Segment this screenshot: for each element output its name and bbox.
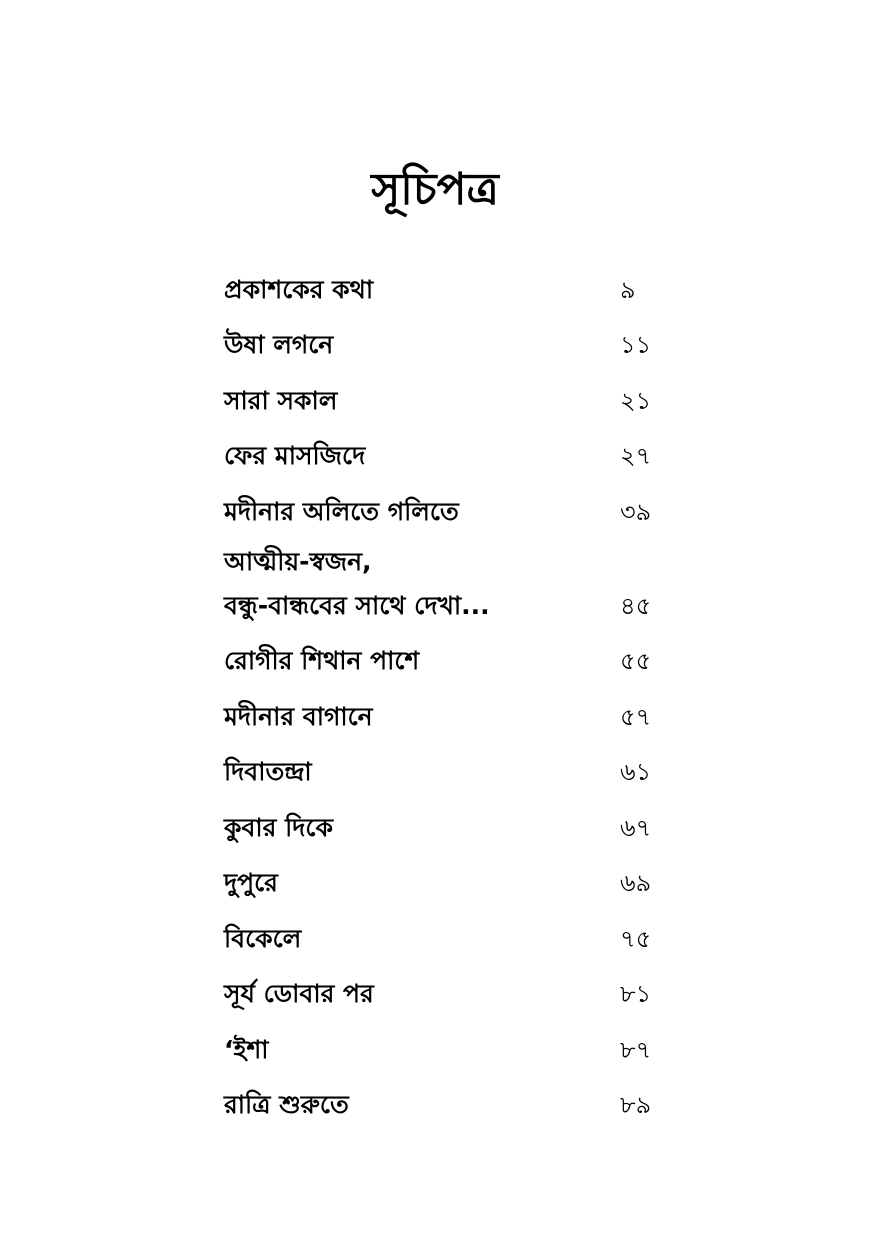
toc-entry-page: ৬৭ xyxy=(620,813,652,842)
toc-entry-page: ৬১ xyxy=(620,758,652,787)
toc-entry xyxy=(224,1078,684,1134)
toc-entry-title: রোগীর শিথান পাশে xyxy=(224,646,420,676)
toc-entry xyxy=(224,689,684,745)
toc-entry xyxy=(224,634,684,690)
toc-entry xyxy=(224,262,684,318)
toc-entry-page: ২১ xyxy=(620,386,652,415)
toc-entry-title: দিবাতন্দ্রা xyxy=(224,757,312,787)
toc-entry-title: কুবার দিকে xyxy=(224,812,333,842)
toc-entry xyxy=(224,1022,684,1078)
toc-entry xyxy=(224,856,684,912)
toc-entry-title: সূর্য ডোবার পর xyxy=(224,979,374,1009)
toc-entry-title: প্রকাশকের কথা xyxy=(224,274,374,304)
toc-entry-title: ‘ইশা xyxy=(224,1034,269,1064)
toc-entry-title: দুপুরে xyxy=(224,868,278,898)
table-of-contents xyxy=(224,262,684,1133)
toc-entry-title: মদীনার বাগানে xyxy=(224,701,373,731)
toc-entry-page: ৮১ xyxy=(620,980,652,1009)
toc-entry xyxy=(224,540,684,634)
toc-entry xyxy=(224,911,684,967)
toc-entry xyxy=(224,429,684,485)
toc-entry xyxy=(224,967,684,1023)
toc-entry-page: ৫৫ xyxy=(620,647,652,676)
toc-entry-title: বিকেলে xyxy=(224,923,302,953)
toc-entry-title: আত্মীয়-স্বজন, বন্ধু-বান্ধবের সাথে দেখা... xyxy=(224,546,490,620)
toc-entry-page: ৭৫ xyxy=(620,924,652,953)
toc-entry-page: ৩৯ xyxy=(620,497,652,526)
toc-entry-page: ৫৭ xyxy=(620,702,652,731)
page-title: সূচিপত্র xyxy=(371,164,499,215)
toc-entry xyxy=(224,373,684,429)
toc-entry-page: ২৭ xyxy=(620,442,652,471)
toc-entry-title: সারা সকাল xyxy=(224,385,338,415)
toc-entry-page: ৮৭ xyxy=(620,1035,652,1064)
toc-entry-title: উষা লগনে xyxy=(224,330,334,360)
toc-entry-title: ফের মাসজিদে xyxy=(224,441,366,471)
toc-entry-page: ৬৯ xyxy=(620,869,652,898)
toc-entry-page: ৪৫ xyxy=(620,591,652,620)
toc-entry xyxy=(224,800,684,856)
toc-entry-page: ৯ xyxy=(620,275,636,304)
toc-entry-page: ১১ xyxy=(620,331,652,360)
toc-entry xyxy=(224,484,684,540)
toc-entry-page: ৮৯ xyxy=(620,1091,652,1120)
toc-entry-title: মদীনার অলিতে গলিতে xyxy=(224,496,459,526)
toc-entry xyxy=(224,745,684,801)
toc-entry xyxy=(224,318,684,374)
toc-entry-title: রাত্রি শুরুতে xyxy=(224,1090,349,1120)
